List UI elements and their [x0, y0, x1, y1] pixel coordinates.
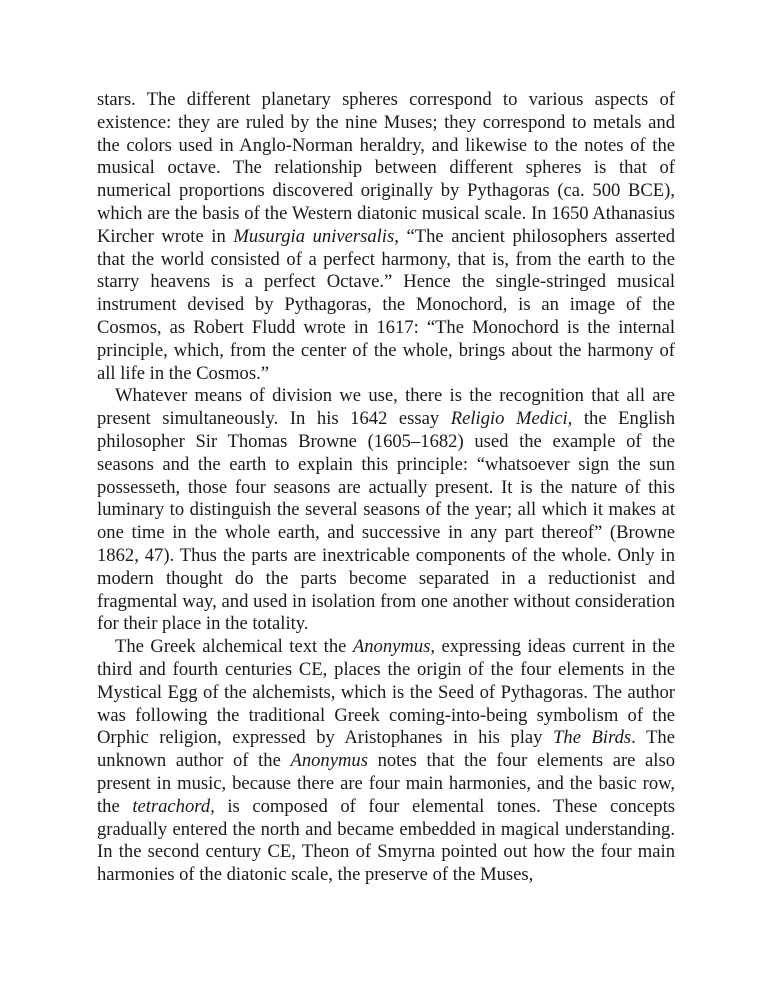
paragraph-1-text-cont: “The ancient philosophers asserted that the world consisted of a perfect harmony, that is, from the earth to the starry heavens is a perfect Octave.” Hence the single-stringed musical instrument devised by Pythagoras, the Monochord, is an image of the Cosmos, as Robert Fludd wrote in 1617: “The Monochord is the internal principle, which, from the center of the whole, brings about the harmony of all life in the Cosmos.”	[97, 225, 676, 384]
paragraph-3-text-cont-3: notes that the four elements are also present in music, because there are four main harmonies, and the basic row, the	[97, 750, 675, 817]
paragraph-1-italic-title: Musurgia universalis,	[233, 225, 399, 247]
paragraph-2-text-cont: the English philosopher Sir Thomas Browne (1605–1682) used the example of the seasons and the earth to explain this principle: “whatsoever sign the sun possesseth, those four seasons are actually present. It is the nature of this luminary to distinguish the several seasons of the year; all which it makes at one time in the whole earth, and successive in any part thereof” (Browne 1862, 47). Thus the parts are inextricable components of the whole. Only in modern thought do the parts become separated in a reductionist and fragmental way, and used in isolation from one another without consideration for their place in the totality.	[97, 408, 675, 635]
paragraph-3-text-cont-4: is composed of four elemental tones. These concepts gradually entered the north and became embedded in magical understanding. In the second century CE, Theon of Smyrna pointed out how the four main harmonies of the diatonic scale, the preserve of the Muses,	[97, 795, 675, 886]
paragraph-2	[97, 385, 675, 636]
paragraph-3-text-cont: expressing ideas current in the third and fourth centuries CE, places the origin of the four elements in the Mystical Egg of the alchemists, which is the Seed of Pythagoras. The author was following the traditional Greek coming-into-being symbolism of the Orphic religion, expressed by Aristophanes in his play	[97, 636, 675, 749]
paragraph-3-text-cont-2: . The unknown author of the	[97, 727, 675, 772]
paragraph-2-italic-title: Religio Medici,	[450, 408, 573, 430]
paragraph-3-italic-anonymus-2: Anonymus	[290, 750, 368, 772]
paragraph-1	[97, 89, 675, 385]
paragraph-3-italic-anonymus: Anonymus,	[352, 636, 436, 658]
paragraph-3-italic-tetrachord: tetrachord,	[132, 795, 215, 817]
paragraph-1-text: stars. The different planetary spheres correspond to various aspects of existence: they are ruled by the nine Muses; they correspond to metals and the colors used in Anglo-Norman heraldry, and likewise to the notes of the musical octave. The relationship between different spheres is that of numerical proportions discovered originally by Pythagoras (ca. 500 BCE), which are the basis of the Western diatonic musical scale. In 1650 Athanasius Kircher wrote in	[97, 89, 675, 247]
paragraph-3	[97, 636, 675, 887]
page-body	[97, 89, 675, 887]
paragraph-2-text: Whatever means of division we use, there is the recognition that all are present simultaneously. In his 1642 essay	[97, 385, 675, 430]
paragraph-3-text: The Greek alchemical text the	[115, 636, 353, 658]
paragraph-3-italic-the-birds: The Birds	[553, 727, 632, 749]
